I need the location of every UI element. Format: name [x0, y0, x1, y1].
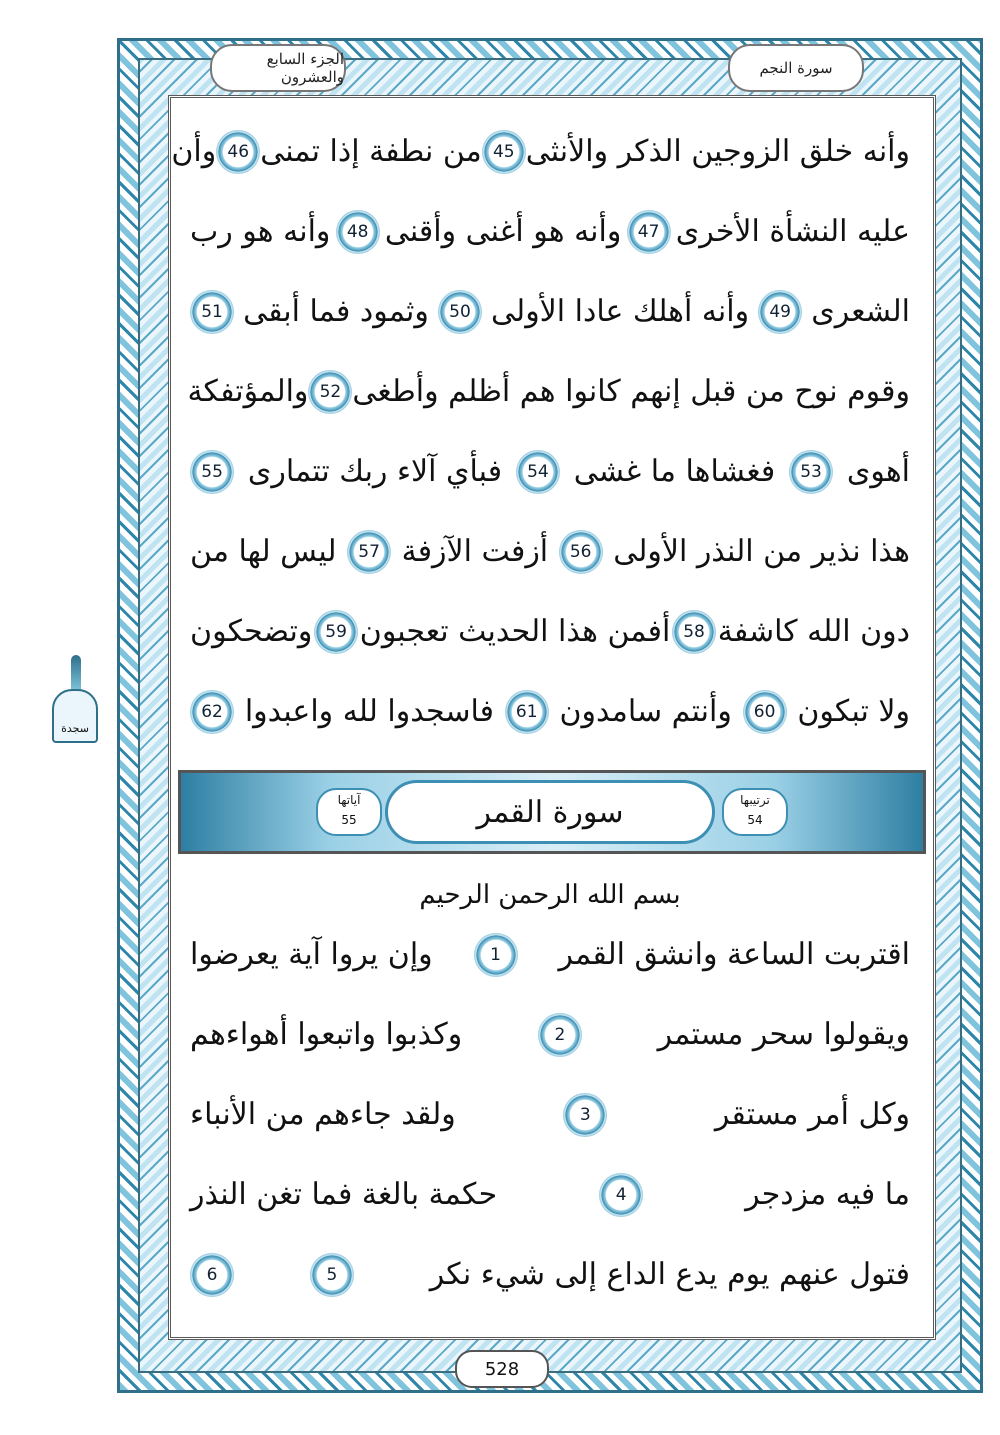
verse-line	[190, 202, 910, 262]
verse-text: من نطفة إذا تمنى	[260, 134, 482, 169]
sajda-spire-icon	[71, 655, 81, 691]
verses-label: آياتها	[337, 793, 361, 807]
surah-title: سورة القمر	[385, 780, 715, 844]
ayah-number-marker: 57	[347, 530, 391, 574]
verse-text: فبأي آلاء ربك تتمارى	[247, 454, 503, 489]
verse-text: ولا تبكون	[797, 694, 910, 729]
ayah-number-marker: 60	[743, 690, 787, 734]
ayah-number-marker: 54	[516, 450, 560, 494]
surah-order	[722, 788, 788, 836]
verse-text: وأنه أهلك عادا الأولى	[491, 294, 750, 329]
verse-line	[190, 1245, 910, 1305]
surah-label: سورة النجم	[728, 44, 864, 92]
order-label: ترتيبها	[740, 793, 770, 807]
ayah-number-marker: 52	[308, 370, 352, 414]
verse-line	[190, 682, 910, 742]
verse-text: وأنه هو رب	[190, 214, 331, 249]
verse-text: وأنتم سامدون	[559, 694, 732, 729]
verse-text: ولقد جاءهم من الأنباء	[190, 1097, 456, 1132]
verse-text: وأن	[171, 134, 217, 169]
basmala: بسم الله الرحمن الرحيم	[419, 880, 681, 910]
ayah-number-marker: 46	[216, 130, 260, 174]
verse-text: ليس لها من	[190, 534, 337, 569]
verse-line	[171, 122, 910, 182]
verse-text: وثمود فما أبقى	[243, 294, 429, 329]
verse-text: وتضحكون	[190, 614, 313, 649]
verse-line	[190, 522, 910, 582]
verses-value: 55	[341, 813, 357, 827]
verse-line	[190, 442, 910, 502]
ayah-number-marker: 49	[758, 290, 802, 334]
verse-text: وقوم نوح من قبل إنهم كانوا هم أظلم وأطغى	[352, 374, 910, 409]
ayah-number-marker: 2	[538, 1013, 582, 1057]
verse-text: وأنه هو أغنى وأقنى	[384, 214, 622, 249]
ayah-number-marker: 53	[789, 450, 833, 494]
verse-text: فغشاها ما غشى	[573, 454, 776, 489]
sajda-label: سجدة	[52, 689, 98, 743]
verse-text: وكذبوا واتبعوا أهواءهم	[190, 1017, 463, 1052]
verse-line	[187, 362, 910, 422]
ayah-number-marker: 47	[627, 210, 671, 254]
ayah-number-marker: 61	[505, 690, 549, 734]
ayah-number-marker: 4	[599, 1173, 643, 1217]
ayah-number-marker: 51	[190, 290, 234, 334]
verse-text: وإن يروا آية يعرضوا	[190, 937, 433, 972]
verse-line	[190, 1085, 910, 1145]
ayah-number-marker: 56	[559, 530, 603, 574]
ayah-number-marker: 50	[438, 290, 482, 334]
verse-text: والمؤتفكة	[187, 374, 309, 409]
page-number: 528	[455, 1350, 549, 1388]
order-value: 54	[747, 813, 763, 827]
verse-text: دون الله كاشفة	[717, 614, 910, 649]
ayah-number-marker: 1	[474, 933, 518, 977]
verse-line	[190, 1165, 910, 1225]
verse-text: الشعرى	[811, 294, 910, 329]
verse-line	[190, 1005, 910, 1065]
ayah-number-marker: 3	[563, 1093, 607, 1137]
surah-verse-count	[316, 788, 382, 836]
verse-text: ويقولوا سحر مستمر	[657, 1017, 910, 1052]
ayah-number-marker: 59	[314, 610, 358, 654]
verse-text: أفمن هذا الحديث تعجبون	[359, 614, 671, 649]
verse-text: أزفت الآزفة	[401, 534, 549, 569]
ayah-number-marker: 45	[482, 130, 526, 174]
verse-text: وكل أمر مستقر	[714, 1097, 910, 1132]
verse-text: حكمة بالغة فما تغن النذر	[190, 1177, 498, 1212]
ayah-number-marker: 6	[190, 1253, 234, 1297]
juz-label: الجزء السابع والعشرون	[210, 44, 346, 92]
verse-text: ما فيه مزدجر	[745, 1177, 910, 1212]
verse-text: اقتربت الساعة وانشق القمر	[558, 937, 910, 972]
verse-text: وأنه خلق الزوجين الذكر والأنثى	[525, 134, 910, 169]
verse-text: أهوى	[846, 454, 910, 489]
verse-line	[190, 925, 910, 985]
sajda-side-marker	[52, 655, 100, 745]
verse-text: فتول عنهم يوم يدع الداع إلى شيء نكر	[429, 1257, 910, 1292]
ayah-number-marker: 5	[310, 1253, 354, 1297]
ayah-number-marker: 62	[190, 690, 234, 734]
verse-text: هذا نذير من النذر الأولى	[613, 534, 910, 569]
ayah-number-marker: 58	[672, 610, 716, 654]
verse-text: عليه النشأة الأخرى	[675, 214, 910, 249]
verse-line	[190, 282, 910, 342]
ayah-number-marker: 48	[336, 210, 380, 254]
verse-line	[190, 602, 910, 662]
ayah-number-marker: 55	[190, 450, 234, 494]
verse-text: فاسجدوا لله واعبدوا	[244, 694, 494, 729]
